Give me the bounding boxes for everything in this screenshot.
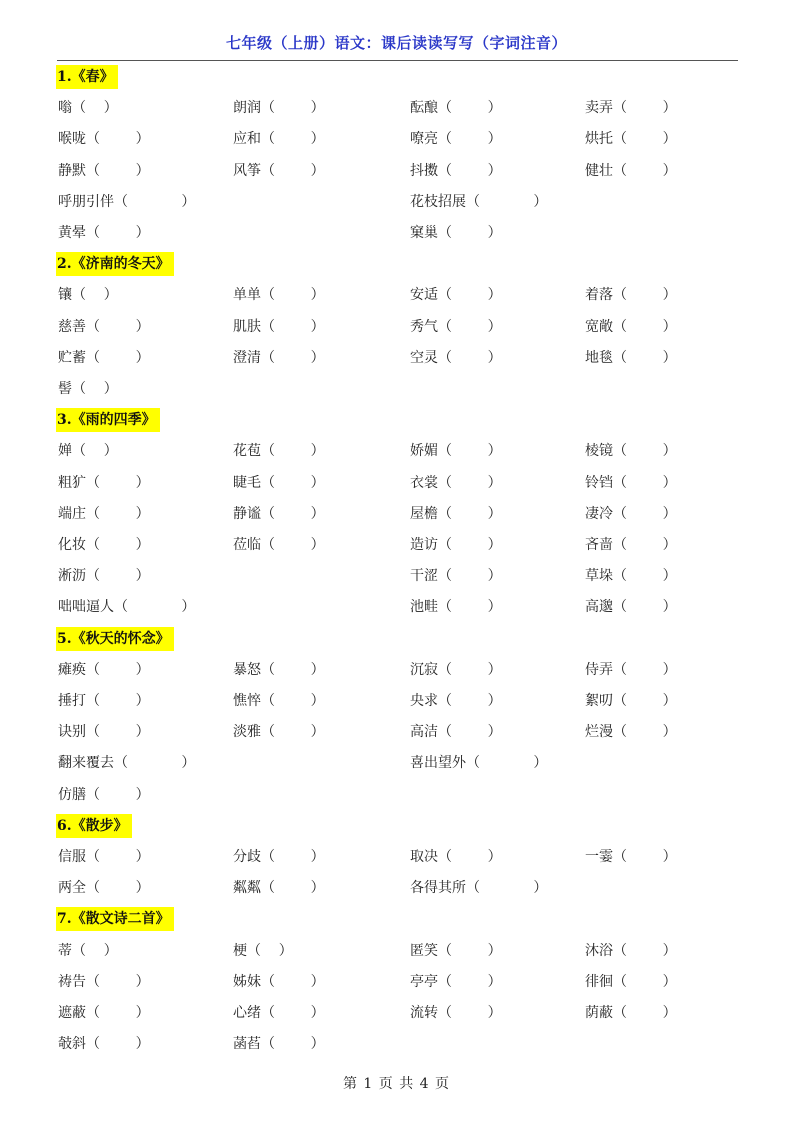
pinyin-blank-item: 呼朋引伴（ ） <box>58 193 196 210</box>
pinyin-blank-item: 分歧（ ） <box>233 849 325 865</box>
pinyin-blank-item: 宽敞（ ） <box>585 318 677 335</box>
pinyin-blank-item: 抖擞（ ） <box>410 162 502 179</box>
pinyin-blank-item: 攲斜（ ） <box>58 1036 150 1053</box>
pinyin-blank-item: 心绪（ ） <box>233 1005 325 1021</box>
pinyin-blank-item: 信服（ ） <box>58 849 150 865</box>
pinyin-blank-item: 酝酿（ ） <box>410 100 502 117</box>
pinyin-blank-item: 朗润（ ） <box>233 100 325 117</box>
pinyin-blank-item: 憔悴（ ） <box>233 693 325 709</box>
pinyin-blank-item: 干涩（ ） <box>410 568 502 585</box>
pinyin-blank-item: 镶（ ） <box>58 287 118 304</box>
pinyin-blank-item: 两全（ ） <box>58 880 150 897</box>
pinyin-blank-item: 造访（ ） <box>410 537 502 553</box>
pinyin-blank-item: 流转（ ） <box>410 1005 502 1021</box>
pinyin-blank-item: 侍弄（ ） <box>585 661 677 678</box>
pinyin-blank-item: 秀气（ ） <box>410 318 502 335</box>
pinyin-blank-item: 静默（ ） <box>58 162 150 179</box>
pinyin-blank-item: 高邈（ ） <box>585 599 677 616</box>
pinyin-blank-item: 着落（ ） <box>585 287 677 304</box>
pinyin-blank-item: 喉咙（ ） <box>58 131 150 148</box>
pinyin-blank-item: 慈善（ ） <box>58 318 150 335</box>
pinyin-blank-item: 央求（ ） <box>410 693 502 709</box>
section-title: 2.《济南的冬天》 <box>56 252 174 276</box>
pinyin-blank-item: 静谧（ ） <box>233 505 325 522</box>
pinyin-blank-item: 健壮（ ） <box>585 162 677 179</box>
pinyin-blank-item: 嗡（ ） <box>58 100 118 117</box>
pinyin-blank-item: 高洁（ ） <box>410 724 502 741</box>
pinyin-blank-item: 梗（ ） <box>233 942 293 959</box>
pinyin-blank-item: 贮蓄（ ） <box>58 349 150 366</box>
pinyin-blank-item: 化妆（ ） <box>58 537 150 553</box>
pinyin-blank-item: 喜出望外（ ） <box>410 755 548 772</box>
pinyin-blank-item: 匿笑（ ） <box>410 942 502 959</box>
pinyin-blank-item: 单单（ ） <box>233 287 325 304</box>
pinyin-blank-item: 取决（ ） <box>410 849 502 865</box>
section-title: 7.《散文诗二首》 <box>56 907 174 931</box>
pinyin-blank-item: 沉寂（ ） <box>410 661 502 678</box>
pinyin-blank-item: 婵（ ） <box>58 443 118 460</box>
pinyin-blank-item: 祷告（ ） <box>58 973 150 990</box>
pinyin-blank-item: 一霎（ ） <box>585 849 677 865</box>
pinyin-blank-item: 睫毛（ ） <box>233 474 325 491</box>
pinyin-blank-item: 烘托（ ） <box>585 131 677 148</box>
pinyin-blank-item: 池畦（ ） <box>410 599 502 616</box>
pinyin-blank-item: 铃铛（ ） <box>585 474 677 491</box>
section-title: 1.《春》 <box>56 65 118 89</box>
section-title: 6.《散步》 <box>56 814 132 838</box>
pinyin-blank-item: 吝啬（ ） <box>585 537 677 553</box>
pinyin-blank-item: 捶打（ ） <box>58 693 150 709</box>
section-title: 3.《雨的四季》 <box>56 408 160 432</box>
pinyin-blank-item: 髻（ ） <box>58 381 118 397</box>
pinyin-blank-item: 地毯（ ） <box>585 349 677 366</box>
pinyin-blank-item: 风筝（ ） <box>233 162 325 179</box>
pinyin-blank-item: 烂漫（ ） <box>585 724 677 741</box>
pinyin-blank-item: 花苞（ ） <box>233 443 325 460</box>
pinyin-blank-item: 衣裳（ ） <box>410 474 502 491</box>
pinyin-blank-item: 黄晕（ ） <box>58 225 150 241</box>
pinyin-blank-item: 粼粼（ ） <box>233 880 325 897</box>
pinyin-blank-item: 沐浴（ ） <box>585 942 677 959</box>
pinyin-blank-item: 空灵（ ） <box>410 349 502 366</box>
pinyin-blank-item: 粗犷（ ） <box>58 474 150 491</box>
pinyin-blank-item: 遮蔽（ ） <box>58 1005 150 1021</box>
pinyin-blank-item: 蒂（ ） <box>58 942 118 959</box>
pinyin-blank-item: 诀别（ ） <box>58 724 150 741</box>
pinyin-blank-item: 安适（ ） <box>410 287 502 304</box>
pinyin-blank-item: 荫蔽（ ） <box>585 1005 677 1021</box>
pinyin-blank-item: 亭亭（ ） <box>410 973 502 990</box>
pinyin-blank-item: 莅临（ ） <box>233 537 325 553</box>
pinyin-blank-item: 翻来覆去（ ） <box>58 755 196 772</box>
page-title: 七年级（上册）语文：课后读读写写（字词注音） <box>225 34 567 52</box>
pinyin-blank-item: 娇媚（ ） <box>410 443 502 460</box>
pinyin-blank-item: 仿膳（ ） <box>58 786 150 803</box>
pinyin-blank-item: 咄咄逼人（ ） <box>58 599 196 616</box>
pinyin-blank-item: 暴怒（ ） <box>233 661 325 678</box>
pinyin-blank-item: 花枝招展（ ） <box>410 193 548 210</box>
pinyin-blank-item: 徘徊（ ） <box>585 973 677 990</box>
pinyin-blank-item: 端庄（ ） <box>58 505 150 522</box>
pinyin-blank-item: 凄冷（ ） <box>585 505 677 522</box>
pinyin-blank-item: 卖弄（ ） <box>585 100 677 117</box>
pinyin-blank-item: 嘹亮（ ） <box>410 131 502 148</box>
pinyin-blank-item: 肌肤（ ） <box>233 318 325 335</box>
pinyin-blank-item: 屋檐（ ） <box>410 505 502 522</box>
pinyin-blank-item: 淅沥（ ） <box>58 568 150 585</box>
pinyin-blank-item: 菡萏（ ） <box>233 1036 325 1053</box>
pinyin-blank-item: 淡雅（ ） <box>233 724 325 741</box>
pinyin-blank-item: 各得其所（ ） <box>410 880 548 897</box>
section-title: 5.《秋天的怀念》 <box>56 627 174 651</box>
pinyin-blank-item: 澄清（ ） <box>233 349 325 366</box>
pinyin-blank-item: 姊妹（ ） <box>233 973 325 990</box>
page-number: 第 1 页 共 4 页 <box>342 1076 451 1092</box>
pinyin-blank-item: 窠巢（ ） <box>410 225 502 241</box>
pinyin-blank-item: 草垛（ ） <box>585 568 677 585</box>
pinyin-blank-item: 棱镜（ ） <box>585 443 677 460</box>
pinyin-blank-item: 应和（ ） <box>233 131 325 148</box>
pinyin-blank-item: 瘫痪（ ） <box>58 661 150 678</box>
pinyin-blank-item: 絮叨（ ） <box>585 693 677 709</box>
